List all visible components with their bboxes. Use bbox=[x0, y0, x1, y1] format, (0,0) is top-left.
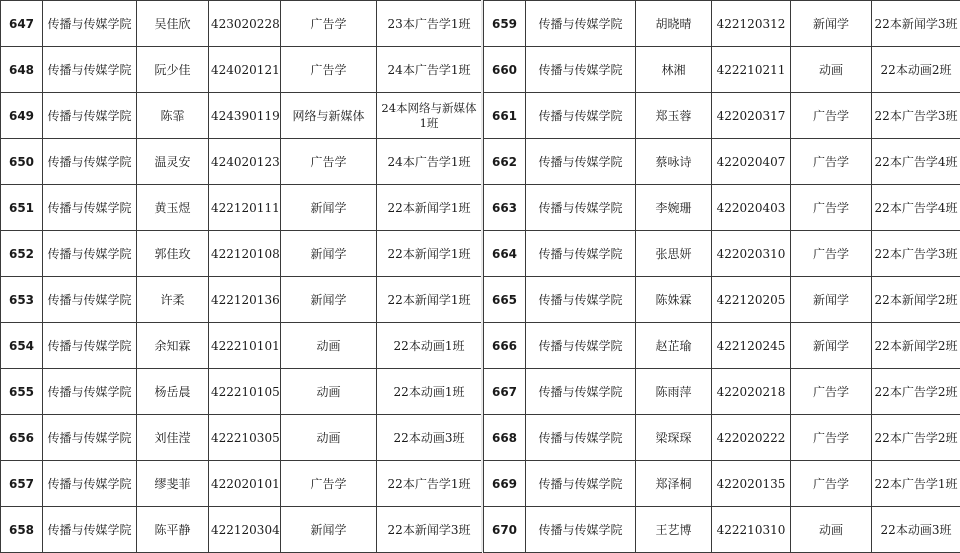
cell-class: 23本广告学1班 bbox=[377, 1, 482, 47]
table-row bbox=[484, 323, 960, 369]
cell-major: 广告学 bbox=[791, 139, 872, 185]
cell-class: 24本网络与新媒体1班 bbox=[377, 93, 482, 139]
cell-major: 动画 bbox=[281, 323, 377, 369]
cell-major: 新闻学 bbox=[281, 185, 377, 231]
table-row bbox=[484, 415, 960, 461]
cell-major: 网络与新媒体 bbox=[281, 93, 377, 139]
cell-college: 传播与传媒学院 bbox=[526, 1, 636, 47]
cell-student-name: 赵芷瑜 bbox=[636, 323, 712, 369]
cell-college: 传播与传媒学院 bbox=[43, 323, 137, 369]
table-row bbox=[484, 93, 960, 139]
cell-college: 传播与传媒学院 bbox=[43, 507, 137, 553]
cell-number: 668 bbox=[484, 415, 526, 461]
cell-student-name: 陈姝霖 bbox=[636, 277, 712, 323]
table-row bbox=[1, 369, 482, 415]
cell-college: 传播与传媒学院 bbox=[526, 93, 636, 139]
cell-major: 动画 bbox=[281, 369, 377, 415]
cell-number: 648 bbox=[1, 47, 43, 93]
cell-major: 动画 bbox=[791, 507, 872, 553]
cell-college: 传播与传媒学院 bbox=[526, 47, 636, 93]
cell-class: 22本新闻学2班 bbox=[872, 277, 960, 323]
cell-number: 670 bbox=[484, 507, 526, 553]
cell-number: 656 bbox=[1, 415, 43, 461]
cell-number: 661 bbox=[484, 93, 526, 139]
cell-class: 22本动画3班 bbox=[872, 507, 960, 553]
cell-college: 传播与传媒学院 bbox=[43, 369, 137, 415]
cell-student-name: 余知霖 bbox=[137, 323, 209, 369]
cell-number: 665 bbox=[484, 277, 526, 323]
cell-major: 动画 bbox=[791, 47, 872, 93]
cell-college: 传播与传媒学院 bbox=[526, 323, 636, 369]
cell-student-id: 422020101 bbox=[209, 461, 281, 507]
table-row bbox=[484, 139, 960, 185]
cell-number: 647 bbox=[1, 1, 43, 47]
cell-number: 654 bbox=[1, 323, 43, 369]
cell-major: 新闻学 bbox=[791, 1, 872, 47]
cell-major: 广告学 bbox=[281, 1, 377, 47]
table-row bbox=[484, 1, 960, 47]
cell-major: 新闻学 bbox=[281, 277, 377, 323]
cell-student-id: 422120312 bbox=[712, 1, 791, 47]
cell-major: 广告学 bbox=[791, 231, 872, 277]
cell-class: 24本广告学1班 bbox=[377, 47, 482, 93]
table-row bbox=[1, 323, 482, 369]
cell-class: 22本广告学2班 bbox=[872, 415, 960, 461]
cell-student-name: 林湘 bbox=[636, 47, 712, 93]
cell-number: 655 bbox=[1, 369, 43, 415]
cell-student-name: 郑泽桐 bbox=[636, 461, 712, 507]
cell-student-name: 陈雨萍 bbox=[636, 369, 712, 415]
table-row bbox=[1, 507, 482, 553]
cell-student-id: 424390119 bbox=[209, 93, 281, 139]
cell-student-name: 缪斐菲 bbox=[137, 461, 209, 507]
cell-student-id: 422020403 bbox=[712, 185, 791, 231]
table-row bbox=[1, 461, 482, 507]
cell-class: 22本广告学3班 bbox=[872, 93, 960, 139]
cell-number: 669 bbox=[484, 461, 526, 507]
cell-class: 22本新闻学1班 bbox=[377, 185, 482, 231]
cell-class: 22本新闻学1班 bbox=[377, 231, 482, 277]
cell-student-name: 吴佳欣 bbox=[137, 1, 209, 47]
cell-number: 666 bbox=[484, 323, 526, 369]
cell-college: 传播与传媒学院 bbox=[43, 1, 137, 47]
cell-college: 传播与传媒学院 bbox=[526, 369, 636, 415]
cell-number: 658 bbox=[1, 507, 43, 553]
cell-class: 22本广告学3班 bbox=[872, 231, 960, 277]
cell-major: 广告学 bbox=[281, 47, 377, 93]
cell-number: 650 bbox=[1, 139, 43, 185]
cell-number: 652 bbox=[1, 231, 43, 277]
cell-college: 传播与传媒学院 bbox=[526, 139, 636, 185]
cell-college: 传播与传媒学院 bbox=[43, 47, 137, 93]
cell-student-id: 422120111 bbox=[209, 185, 281, 231]
cell-major: 广告学 bbox=[281, 139, 377, 185]
cell-student-id: 424020121 bbox=[209, 47, 281, 93]
cell-student-id: 422210305 bbox=[209, 415, 281, 461]
table-row bbox=[484, 185, 960, 231]
cell-college: 传播与传媒学院 bbox=[43, 231, 137, 277]
cell-number: 667 bbox=[484, 369, 526, 415]
cell-number: 659 bbox=[484, 1, 526, 47]
cell-college: 传播与传媒学院 bbox=[43, 139, 137, 185]
cell-student-name: 郭佳玫 bbox=[137, 231, 209, 277]
cell-college: 传播与传媒学院 bbox=[43, 93, 137, 139]
table-row bbox=[1, 277, 482, 323]
cell-student-name: 李婉珊 bbox=[636, 185, 712, 231]
cell-class: 22本动画3班 bbox=[377, 415, 482, 461]
cell-student-id: 423020228 bbox=[209, 1, 281, 47]
cell-major: 新闻学 bbox=[281, 231, 377, 277]
cell-major: 广告学 bbox=[791, 185, 872, 231]
table-row bbox=[484, 47, 960, 93]
roster-table-right bbox=[483, 0, 960, 553]
cell-student-id: 422020407 bbox=[712, 139, 791, 185]
cell-student-id: 422210211 bbox=[712, 47, 791, 93]
cell-major: 广告学 bbox=[791, 93, 872, 139]
cell-student-id: 422020317 bbox=[712, 93, 791, 139]
cell-class: 22本广告学1班 bbox=[377, 461, 482, 507]
table-row bbox=[1, 185, 482, 231]
cell-student-id: 422120245 bbox=[712, 323, 791, 369]
cell-college: 传播与传媒学院 bbox=[43, 461, 137, 507]
cell-major: 动画 bbox=[281, 415, 377, 461]
cell-college: 传播与传媒学院 bbox=[526, 231, 636, 277]
cell-college: 传播与传媒学院 bbox=[526, 277, 636, 323]
cell-number: 651 bbox=[1, 185, 43, 231]
cell-student-id: 422020218 bbox=[712, 369, 791, 415]
cell-college: 传播与传媒学院 bbox=[526, 507, 636, 553]
cell-major: 广告学 bbox=[791, 461, 872, 507]
table-row bbox=[1, 93, 482, 139]
cell-class: 22本动画1班 bbox=[377, 323, 482, 369]
cell-class: 22本新闻学2班 bbox=[872, 323, 960, 369]
cell-student-id: 424020123 bbox=[209, 139, 281, 185]
table-row bbox=[484, 231, 960, 277]
cell-student-name: 阮少佳 bbox=[137, 47, 209, 93]
cell-college: 传播与传媒学院 bbox=[526, 185, 636, 231]
cell-class: 22本新闻学3班 bbox=[377, 507, 482, 553]
table-row bbox=[1, 231, 482, 277]
cell-number: 649 bbox=[1, 93, 43, 139]
cell-student-name: 陈平静 bbox=[137, 507, 209, 553]
cell-student-name: 胡晓晴 bbox=[636, 1, 712, 47]
cell-class: 22本广告学1班 bbox=[872, 461, 960, 507]
cell-college: 传播与传媒学院 bbox=[43, 277, 137, 323]
cell-college: 传播与传媒学院 bbox=[43, 415, 137, 461]
table-row bbox=[484, 461, 960, 507]
cell-student-name: 郑玉蓉 bbox=[636, 93, 712, 139]
cell-number: 653 bbox=[1, 277, 43, 323]
table-row bbox=[1, 47, 482, 93]
cell-student-id: 422120205 bbox=[712, 277, 791, 323]
cell-number: 660 bbox=[484, 47, 526, 93]
cell-student-name: 张思妍 bbox=[636, 231, 712, 277]
cell-student-name: 梁琛琛 bbox=[636, 415, 712, 461]
cell-major: 广告学 bbox=[791, 415, 872, 461]
cell-number: 662 bbox=[484, 139, 526, 185]
cell-number: 664 bbox=[484, 231, 526, 277]
cell-student-id: 422210105 bbox=[209, 369, 281, 415]
cell-class: 22本动画1班 bbox=[377, 369, 482, 415]
table-row bbox=[1, 139, 482, 185]
cell-student-name: 王艺博 bbox=[636, 507, 712, 553]
cell-major: 新闻学 bbox=[791, 277, 872, 323]
cell-college: 传播与传媒学院 bbox=[526, 461, 636, 507]
cell-student-id: 422020310 bbox=[712, 231, 791, 277]
cell-major: 广告学 bbox=[281, 461, 377, 507]
cell-student-name: 黄玉煜 bbox=[137, 185, 209, 231]
cell-major: 新闻学 bbox=[281, 507, 377, 553]
cell-class: 22本广告学4班 bbox=[872, 185, 960, 231]
cell-number: 657 bbox=[1, 461, 43, 507]
cell-student-id: 422020135 bbox=[712, 461, 791, 507]
cell-student-name: 刘佳滢 bbox=[137, 415, 209, 461]
cell-class: 22本广告学4班 bbox=[872, 139, 960, 185]
cell-college: 传播与传媒学院 bbox=[526, 415, 636, 461]
table-row bbox=[1, 415, 482, 461]
table-row bbox=[484, 507, 960, 553]
cell-student-id: 422120108 bbox=[209, 231, 281, 277]
cell-student-name: 蔡咏诗 bbox=[636, 139, 712, 185]
cell-student-id: 422020222 bbox=[712, 415, 791, 461]
cell-student-id: 422120136 bbox=[209, 277, 281, 323]
cell-number: 663 bbox=[484, 185, 526, 231]
cell-student-id: 422210310 bbox=[712, 507, 791, 553]
cell-student-name: 许柔 bbox=[137, 277, 209, 323]
cell-major: 新闻学 bbox=[791, 323, 872, 369]
cell-class: 24本广告学1班 bbox=[377, 139, 482, 185]
cell-class: 22本动画2班 bbox=[872, 47, 960, 93]
table-row bbox=[484, 277, 960, 323]
cell-student-id: 422210101 bbox=[209, 323, 281, 369]
cell-class: 22本新闻学1班 bbox=[377, 277, 482, 323]
cell-college: 传播与传媒学院 bbox=[43, 185, 137, 231]
cell-class: 22本广告学2班 bbox=[872, 369, 960, 415]
cell-student-name: 温灵安 bbox=[137, 139, 209, 185]
cell-major: 广告学 bbox=[791, 369, 872, 415]
cell-class: 22本新闻学3班 bbox=[872, 1, 960, 47]
cell-student-id: 422120304 bbox=[209, 507, 281, 553]
table-row bbox=[484, 369, 960, 415]
table-row bbox=[1, 1, 482, 47]
cell-student-name: 陈霏 bbox=[137, 93, 209, 139]
cell-student-name: 杨岳晨 bbox=[137, 369, 209, 415]
